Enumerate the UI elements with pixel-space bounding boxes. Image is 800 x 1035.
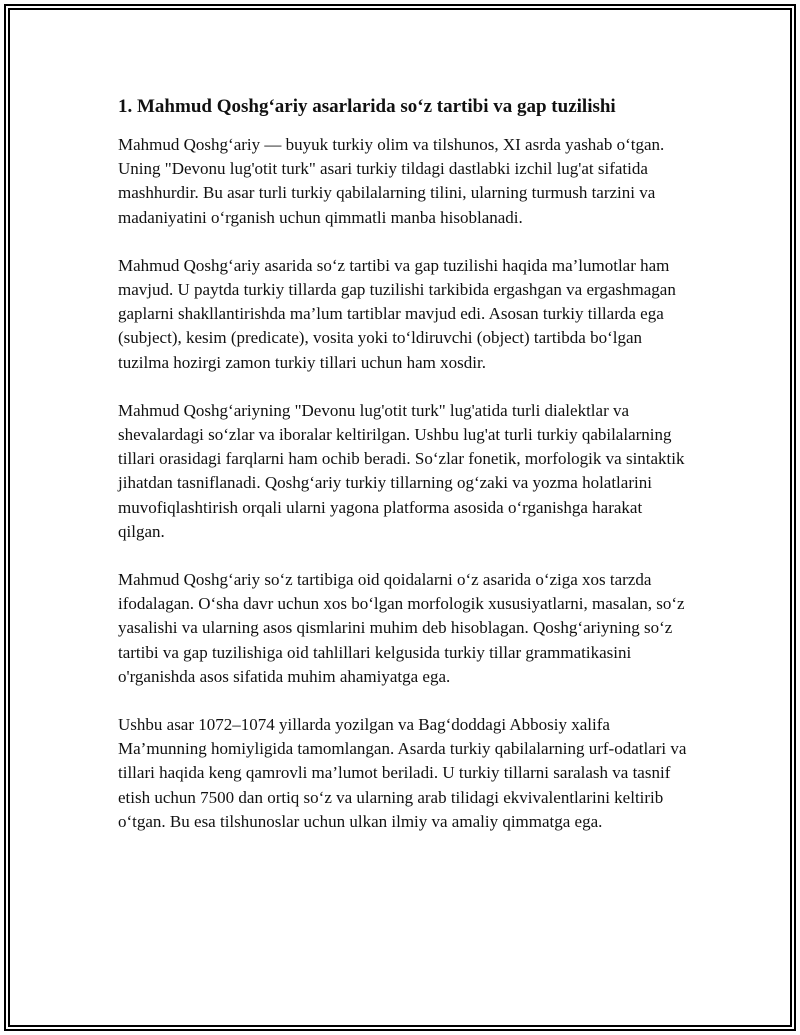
paragraph-3: Mahmud Qoshg‘ariyning "Devonu lug'otit turk" lug'atida turli dialektlar va shevalardagi so‘zlar va iboralar keltirilgan. Ushbu lug'at turli turkiy qabilalarning tillari orasidagi farqlarni ham ochib beradi. So‘zlar fonetik, morfologik va sintaktik jihatdan tasniflanadi. Qoshg‘ariy turkiy tillarning og‘zaki va yozma holatlarini muvofiqlashtirish orqali ularni yagona platforma asosida o‘rganishga harakat qilgan. (118, 400, 685, 541)
paragraph-2: Mahmud Qoshg‘ariy asarida so‘z tartibi va gap tuzilishi haqida ma’lumotlar ham mavjud. U paytda turkiy tillarda gap tuzilishi tarkibida ergashgan va ergashmagan gaplarni shakllantirishda ma’lum tartiblar mavjud edi. Asosan turkiy tillarda ega (subject), kesim (predicate), vosita yoki to‘ldiruvchi (object) tartibda bo‘lgan tuzilma hozirgi zamon turkiy tillari uchun ham xosdir. (118, 255, 676, 372)
paragraph-5: Ushbu asar 1072–1074 yillarda yozilgan va Bag‘doddagi Abbosiy xalifa Ma’munning homiyligida tamomlangan. Asarda turkiy qabilalarning urf-odatlari va tillari haqida keng qamrovli ma’lumot beriladi. U turkiy tillarni saralash va tasnif etish uchun 7500 dan ortiq so‘z va ularning arab tilidagi ekvivalentlarini keltirib o‘tgan. Bu esa tilshunoslar uchun ulkan ilmiy va amaliy qimmatga ega. (118, 715, 687, 831)
paragraph-4: Mahmud Qoshg‘ariy so‘z tartibiga oid qoidalarni o‘z asarida o‘ziga xos tarzda ifodalagan. O‘sha davr uchun xos bo‘lgan morfologik xususiyatlarni, masalan, so‘z yasalishi va ularning asos qismlarini muhim deb hisoblagan. Qoshg‘ariyning so‘z tartibi va gap tuzilishiga oid tahlillari kelgusida turkiy tillar grammatikasini o'rganishda asos sifatida muhim ahamiyatga ega. (118, 570, 685, 686)
document-body (118, 94, 688, 858)
section-heading: 1. Mahmud Qoshg‘ariy asarlarida so‘z tartibi va gap tuzilishi (118, 96, 616, 117)
paragraph-1: Mahmud Qoshg‘ariy — buyuk turkiy olim va tilshunos, XI asrda yashab o‘tgan. Uning "Devonu lug'otit turk" asari turkiy tildagi dastlabki izchil lug'at sifatida mashhurdir. Bu asar turli turkiy qabilalarning tilini, ularning turmush tarzini va madaniyatini o‘rganish uchun qimmatli manba hisoblanadi. (118, 135, 665, 227)
